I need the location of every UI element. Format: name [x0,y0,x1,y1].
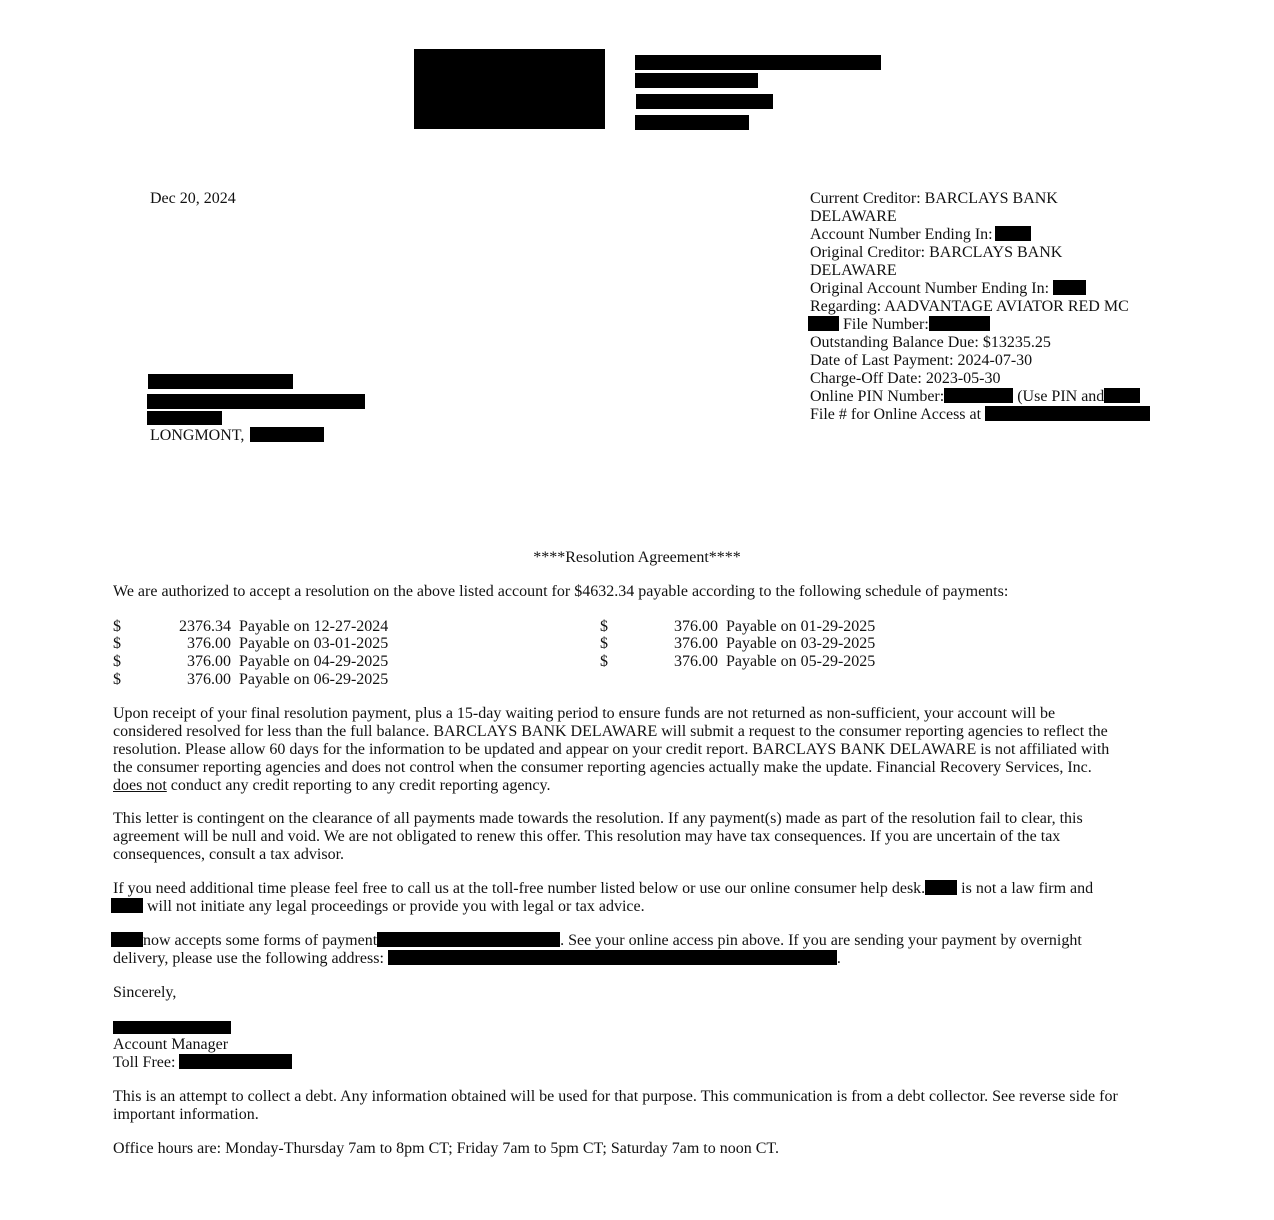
resolution-terms-paragraph: Upon receipt of your final resolution payment, plus a 15-day waiting period to ensure funds are not returned as non-sufficient, your account will be considered resolved for less than the full balance. BARCLAYS BANK DELAWARE will submit a request to the consumer reporting agencies to reflect the resolution. Please allow 60 days for the information to be updated and appear on your credit report. BARCLAYS BANK DELAWARE is not affiliated with the consumer reporting agencies and does not control when the consumer reporting agencies actually make the update. Financial Recovery Services, Inc. does not conduct any credit reporting to any credit reporting agency. [113,705,1110,794]
recipient-city-line [150,427,324,445]
redacted-pin-note [1104,388,1140,403]
redacted-company-name [925,880,957,895]
redacted-company-name [111,932,143,947]
additional-time-paragraph: If you need additional time please feel free to call us at the toll-free number listed below or use our online consumer help desk. is not a law firm and will not initiate any legal proceedings or provide you with legal or tax advice. [113,880,1094,915]
payment-row: $ 376.00 Payable on 03-01-2025 [113,635,389,652]
toll-free-line: Toll Free: [113,1054,292,1072]
regarding-line: Regarding: AADVANTAGE AVIATOR RED MC [810,298,1129,315]
outstanding-balance-line: Outstanding Balance Due: $13235.25 [810,334,1051,351]
redacted-original-account-ending [1053,280,1086,295]
payment-row: $ 376.00 Payable on 06-29-2025 [113,671,389,688]
agreement-heading: ****Resolution Agreement**** [533,549,741,566]
payment-row: $ 376.00 Payable on 03-29-2025 [600,635,876,652]
file-online-access-line: File # for Online Access at [810,406,1150,424]
account-info-block [810,190,1150,424]
original-creditor-line2: DELAWARE [810,262,897,279]
redacted-phone-number [179,1054,292,1069]
original-account-ending-line: Original Account Number Ending In: [810,280,1150,298]
redacted-website [985,406,1150,421]
redacted-payment-methods [377,932,560,947]
redacted-letterhead-line [635,115,749,130]
redacted-pin [944,388,1013,403]
redacted-recipient-name [148,374,293,389]
redacted-signer-name [113,1021,231,1034]
redacted-letterhead-line [635,73,758,88]
redacted-logo [414,49,605,129]
debt-collector-disclaimer: This is an attempt to collect a debt. Any information obtained will be used for that purpose. This communication is from a debt collector. See reverse side for important information. [113,1088,1118,1123]
redacted-recipient-street [147,394,365,409]
current-creditor-line2: DELAWARE [810,208,897,225]
payment-row: $ 2376.34 Payable on 12-27-2024 [113,618,389,635]
account-ending-line: Account Number Ending In: [810,226,1150,244]
charge-off-line: Charge-Off Date: 2023-05-30 [810,370,1001,387]
office-hours: Office hours are: Monday-Thursday 7am to 8pm CT; Friday 7am to 5pm CT; Saturday 7am to noon CT. [113,1140,779,1157]
letter-date: Dec 20, 2024 [150,190,236,207]
file-number-line: File Number: [808,316,1150,334]
payment-row: $ 376.00 Payable on 04-29-2025 [113,653,389,670]
redacted-account-ending [995,226,1031,241]
redacted-file-number [929,316,990,331]
payment-methods-paragraph: now accepts some forms of payment . See your online access pin above. If you are sending your payment by overnight delivery, please use the following address: . [113,932,1082,967]
contingency-paragraph: This letter is contingent on the clearance of all payments made towards the resolution. If any payment(s) made as part of the resolution fail to clear, this agreement will be null and void. We are not obligated to renew this offer. This resolution may have tax consequences. If you are uncertain of the tax consequences, consult a tax advisor. [113,810,1083,863]
redacted-letterhead-line [636,94,773,109]
last-payment-line: Date of Last Payment: 2024-07-30 [810,352,1033,369]
recipient-city: LONGMONT, [150,427,245,444]
redacted-state-zip [250,427,324,442]
redacted-company-name [111,898,143,913]
payment-row: $ 376.00 Payable on 05-29-2025 [600,653,876,670]
payment-row: $ 376.00 Payable on 01-29-2025 [600,618,876,635]
original-creditor-line1: Original Creditor: BARCLAYS BANK [810,244,1063,261]
redacted-recipient-line [147,411,222,425]
closing-salutation: Sincerely, [113,984,177,1001]
emphasis-does-not: does not [113,777,167,794]
online-pin-line: Online PIN Number: (Use PIN and [810,388,1150,406]
redacted-overnight-address [388,950,837,965]
current-creditor-line1: Current Creditor: BARCLAYS BANK [810,190,1058,207]
signer-title: Account Manager [113,1036,229,1053]
redacted-file-prefix [808,316,839,331]
intro-paragraph: We are authorized to accept a resolution on the above listed account for $4632.34 payable according to the following schedule of payments: [113,583,1009,600]
redacted-letterhead-line [635,55,881,70]
